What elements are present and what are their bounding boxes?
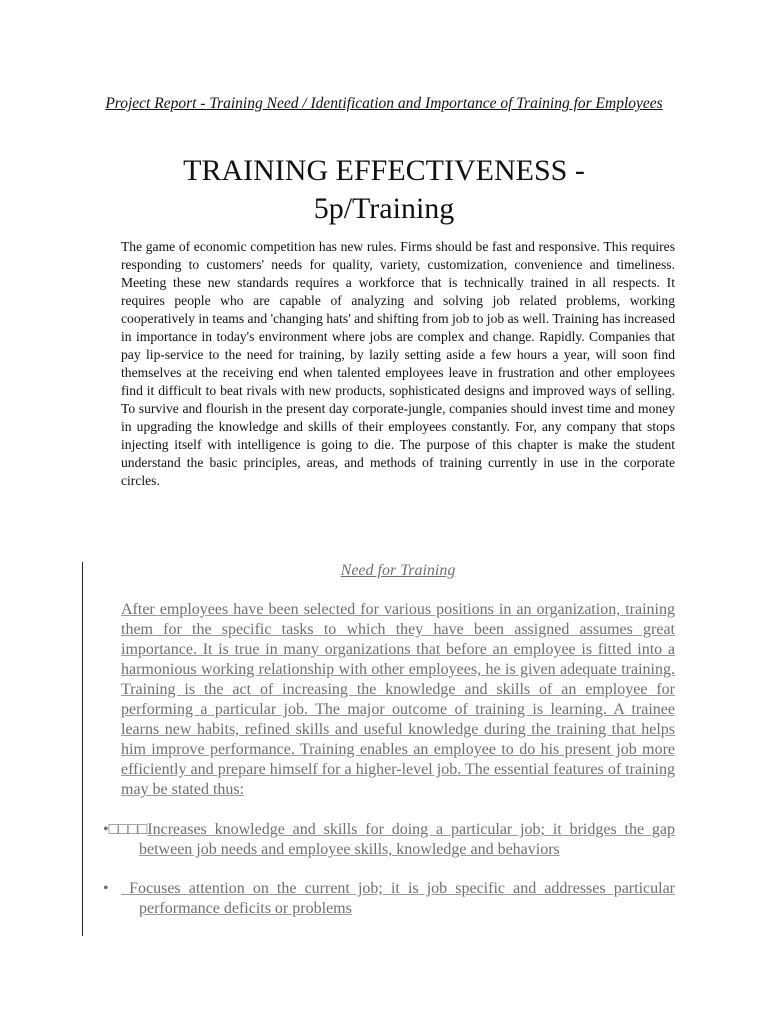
bullet-item (103, 820, 675, 860)
bullet-text: Focuses attention on the current job; it is job specific and addresses particular performance deficits or problems (121, 880, 675, 917)
bullet-text: Increases knowledge and skills for doing a particular job; it bridges the gap between job needs and employee skills, knowledge and behaviors (139, 821, 675, 858)
title-line-1: TRAINING EFFECTIVENESS - (183, 154, 585, 187)
section-heading: Need for Training (340, 562, 456, 579)
report-header: Project Report - Training Need / Identification and Importance of Training for Employees (105, 95, 663, 112)
margin-rule (82, 562, 83, 936)
bullet-marker: •□□□□ (103, 821, 148, 838)
intro-paragraph: The game of economic competition has new rules. Firms should be fast and responsive. This requires responding to customers' needs for quality, variety, customization, convenience and timeliness. Meeting these new standards requires a workforce that is technically trained in all respects. It requires people who are capable of analyzing and solving job related problems, working cooperatively in teams and 'changing hats' and shifting from job to job as well. Training has increased in importance in today's environment where jobs are complex and change. Rapidly. Companies that pay lip-service to the need for training, by lazily setting aside a few hours a year, will soon find themselves at the receiving end when talented employees leave in frustration and other employees find it difficult to beat rivals with new products, sophisticated designs and improved ways of selling. To survive and flourish in the present day corporate-jungle, companies should invest time and money in upgrading the knowledge and skills of their employees constantly. For, any company that stops injecting itself with intelligence is going to die. The purpose of this chapter is make the student understand the basic principles, areas, and methods of training currently in use in the corporate circles. (121, 239, 675, 488)
section-paragraph: After employees have been selected for various positions in an organization, training them for the specific tasks to which they have been assigned assumes great importance. It is true in many organizations that before an employee is fitted into a harmonious working relationship with other employees, he is given adequate training. Training is the act of increasing the knowledge and skills of an employee for performing a particular job. The major outcome of training is learning. A trainee learns new habits, refined skills and useful knowledge during the training that helps him improve performance. Training enables an employee to do his present job more efficiently and prepare himself for a higher-level job. The essential features of training may be stated thus: (121, 601, 675, 798)
page-title (92, 152, 676, 228)
bullet-item: • Focuses attention on the current job; it is job specific and addresses particular performance deficits or problems (103, 880, 675, 917)
title-line-2: 5p/Training (313, 192, 455, 225)
